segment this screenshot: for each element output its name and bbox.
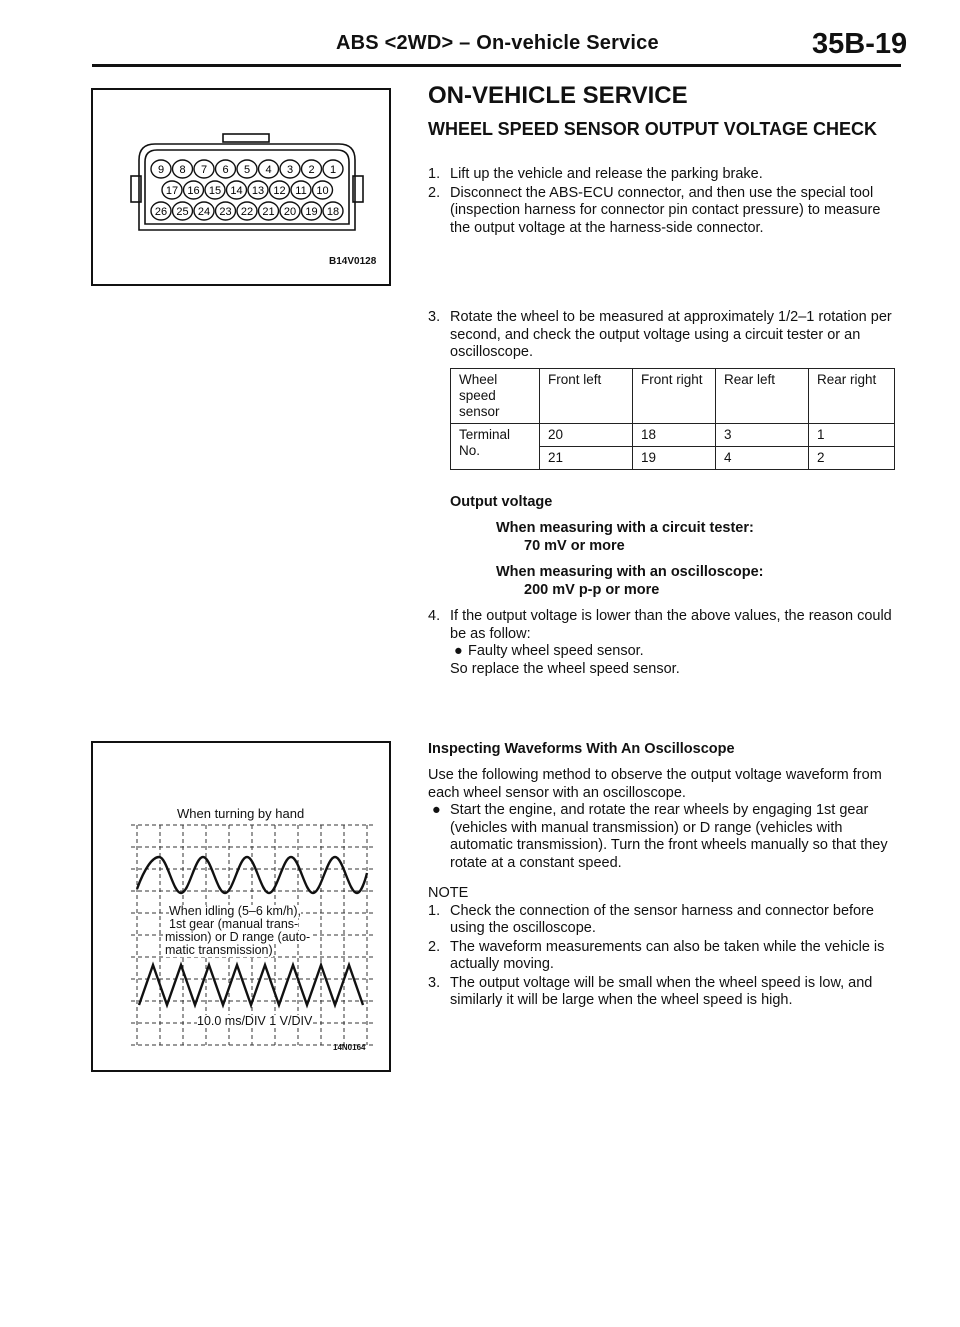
pin-label: 20 bbox=[283, 206, 297, 218]
note-item: 3. The output voltage will be small when the wheel speed is low, and similarly it will be large when the wheel speed is high. bbox=[428, 974, 873, 1008]
table-cell: 21 bbox=[540, 447, 633, 470]
terminal-table bbox=[450, 368, 895, 470]
table-row bbox=[451, 424, 895, 447]
pin-label: 1 bbox=[329, 164, 337, 176]
pin-label: 7 bbox=[200, 164, 208, 176]
pin-label: 4 bbox=[265, 164, 272, 176]
pin-label: 12 bbox=[273, 185, 286, 197]
step-4 bbox=[428, 608, 898, 679]
pin-label: 19 bbox=[305, 206, 318, 218]
inspect-body bbox=[428, 767, 898, 872]
step-number: 4. bbox=[428, 608, 441, 624]
connector-drawing bbox=[93, 90, 389, 284]
steps-list bbox=[428, 166, 898, 238]
table-cell: Rear right bbox=[809, 369, 895, 424]
caption-idling-4: matic transmission) bbox=[165, 943, 273, 957]
caption-idling-3: mission) or D range (auto- bbox=[165, 930, 311, 944]
inspect-title: Inspecting Waveforms With An Oscilloscope bbox=[428, 741, 735, 757]
pin-label: 17 bbox=[165, 185, 179, 197]
output-voltage-title: Output voltage bbox=[450, 494, 553, 510]
pin-label: 6 bbox=[222, 164, 229, 176]
scope-value: 200 mV p-p or more bbox=[524, 582, 660, 598]
table-cell: 4 bbox=[716, 447, 809, 470]
pin-label: 22 bbox=[240, 206, 254, 218]
header-title: ABS <2WD> – On-vehicle Service bbox=[336, 32, 659, 54]
tester-label: When measuring with a circuit tester: bbox=[496, 520, 754, 536]
scope-label: When measuring with an oscilloscope: bbox=[496, 564, 764, 580]
inspect-bullet: ● Start the engine, and rotate the rear wheels by engaging 1st gear (vehicles with manual transmission) or D range (vehicles with automatic transmission). Turn the front wheels manually so that they rotate at a constant speed. bbox=[432, 802, 888, 871]
pin-label: 13 bbox=[251, 185, 265, 197]
pin-label: 18 bbox=[326, 206, 340, 218]
pin-label: 3 bbox=[286, 164, 294, 176]
note-text: The output voltage will be small when the wheel speed is low, and similarly it will be large when the wheel speed is high. bbox=[450, 974, 873, 1008]
step-2 bbox=[428, 185, 898, 238]
step-3 bbox=[428, 309, 898, 363]
note-text: The waveform measurements can also be taken while the vehicle is actually moving. bbox=[450, 938, 885, 972]
pin-label: 10 bbox=[316, 185, 329, 197]
step-1 bbox=[428, 166, 898, 184]
pin-label: 23 bbox=[219, 206, 232, 218]
figure-id: 14N0164 bbox=[333, 1043, 366, 1052]
step-text: Disconnect the ABS-ECU connector, and then use the special tool (inspection harness for connector pin contact pressure) to measure the output voltage at the harness-side connector. bbox=[450, 184, 881, 236]
pin-label: 25 bbox=[176, 206, 189, 218]
note-text: Check the connection of the sensor harness and connector before using the oscilloscope. bbox=[450, 902, 874, 936]
pin-label: 9 bbox=[157, 164, 165, 176]
connector-figure bbox=[91, 88, 391, 286]
tester-value: 70 mV or more bbox=[524, 538, 625, 554]
note-item: 1. Check the connection of the sensor harness and connector before using the oscilloscope. bbox=[428, 902, 874, 936]
step4-tail: So replace the wheel speed sensor. bbox=[450, 660, 680, 677]
table-row-label: Terminal No. bbox=[451, 424, 540, 470]
caption-hand-turning: When turning by hand bbox=[177, 806, 305, 821]
caption-idling-1: When idling (5–6 km/h), bbox=[169, 904, 302, 918]
step-text: Lift up the vehicle and release the parking brake. bbox=[450, 166, 763, 182]
table-cell: 1 bbox=[809, 424, 895, 447]
pin-label: 5 bbox=[243, 164, 251, 176]
table-cell: Front left bbox=[540, 369, 633, 424]
step-number: 3. bbox=[428, 309, 441, 325]
table-cell: 18 bbox=[633, 424, 716, 447]
bullet-text: Start the engine, and rotate the rear wheels by engaging 1st gear (vehicles with manual transmission) or D range (vehicles with automatic transmission). Turn the front wheels manually so that they rotate at a constant speed. bbox=[450, 802, 888, 871]
pin-label: 2 bbox=[308, 164, 315, 176]
header-rule bbox=[92, 64, 901, 67]
pin-label: 11 bbox=[295, 185, 307, 197]
page-number: 35B-19 bbox=[812, 28, 908, 60]
step4-bullet: ● Faulty wheel speed sensor. bbox=[454, 643, 644, 659]
table-cell: 20 bbox=[540, 424, 633, 447]
pin-label: 21 bbox=[262, 206, 275, 218]
pin-label: 24 bbox=[197, 206, 211, 218]
table-cell: Rear left bbox=[716, 369, 809, 424]
section-subtitle: WHEEL SPEED SENSOR OUTPUT VOLTAGE CHECK bbox=[428, 119, 878, 139]
step-number: 2. bbox=[428, 184, 441, 201]
step-text: Rotate the wheel to be measured at approximately 1/2–1 rotation per second, and check the output voltage using a circuit tester or an oscilloscope. bbox=[450, 309, 892, 360]
pin-label: 15 bbox=[208, 185, 222, 197]
step-text: If the output voltage is lower than the above values, the reason could be as follow: bbox=[450, 608, 892, 642]
table-header-row bbox=[451, 369, 895, 424]
pin-label: 8 bbox=[179, 164, 186, 176]
table-cell: Front right bbox=[633, 369, 716, 424]
step-number: 1. bbox=[428, 166, 441, 182]
waveform-idling bbox=[139, 965, 363, 1005]
table-cell: 2 bbox=[809, 447, 895, 470]
pin-label: 16 bbox=[187, 185, 200, 197]
note-item: 2. The waveform measurements can also be taken while the vehicle is actually moving. bbox=[428, 938, 885, 972]
caption-idling-2: 1st gear (manual trans- bbox=[169, 917, 299, 931]
pin-label: 26 bbox=[154, 206, 168, 218]
inspect-intro: Use the following method to observe the output voltage waveform from each wheel sensor with an oscilloscope. bbox=[428, 767, 882, 801]
connector-latch bbox=[223, 134, 269, 142]
note-block bbox=[428, 885, 898, 1011]
table-cell: Wheel speed sensor bbox=[451, 369, 540, 424]
pin-label: 14 bbox=[230, 185, 243, 197]
figure-id: B14V0128 bbox=[329, 256, 377, 267]
bullet-text: Faulty wheel speed sensor. bbox=[468, 643, 644, 659]
table-cell: 3 bbox=[716, 424, 809, 447]
waveform-figure bbox=[91, 741, 391, 1072]
table-cell: 19 bbox=[633, 447, 716, 470]
section-title: ON-VEHICLE SERVICE bbox=[428, 82, 688, 109]
note-title: NOTE bbox=[428, 885, 469, 901]
scale-label: 10.0 ms/DIV 1 V/DIV bbox=[197, 1014, 313, 1028]
